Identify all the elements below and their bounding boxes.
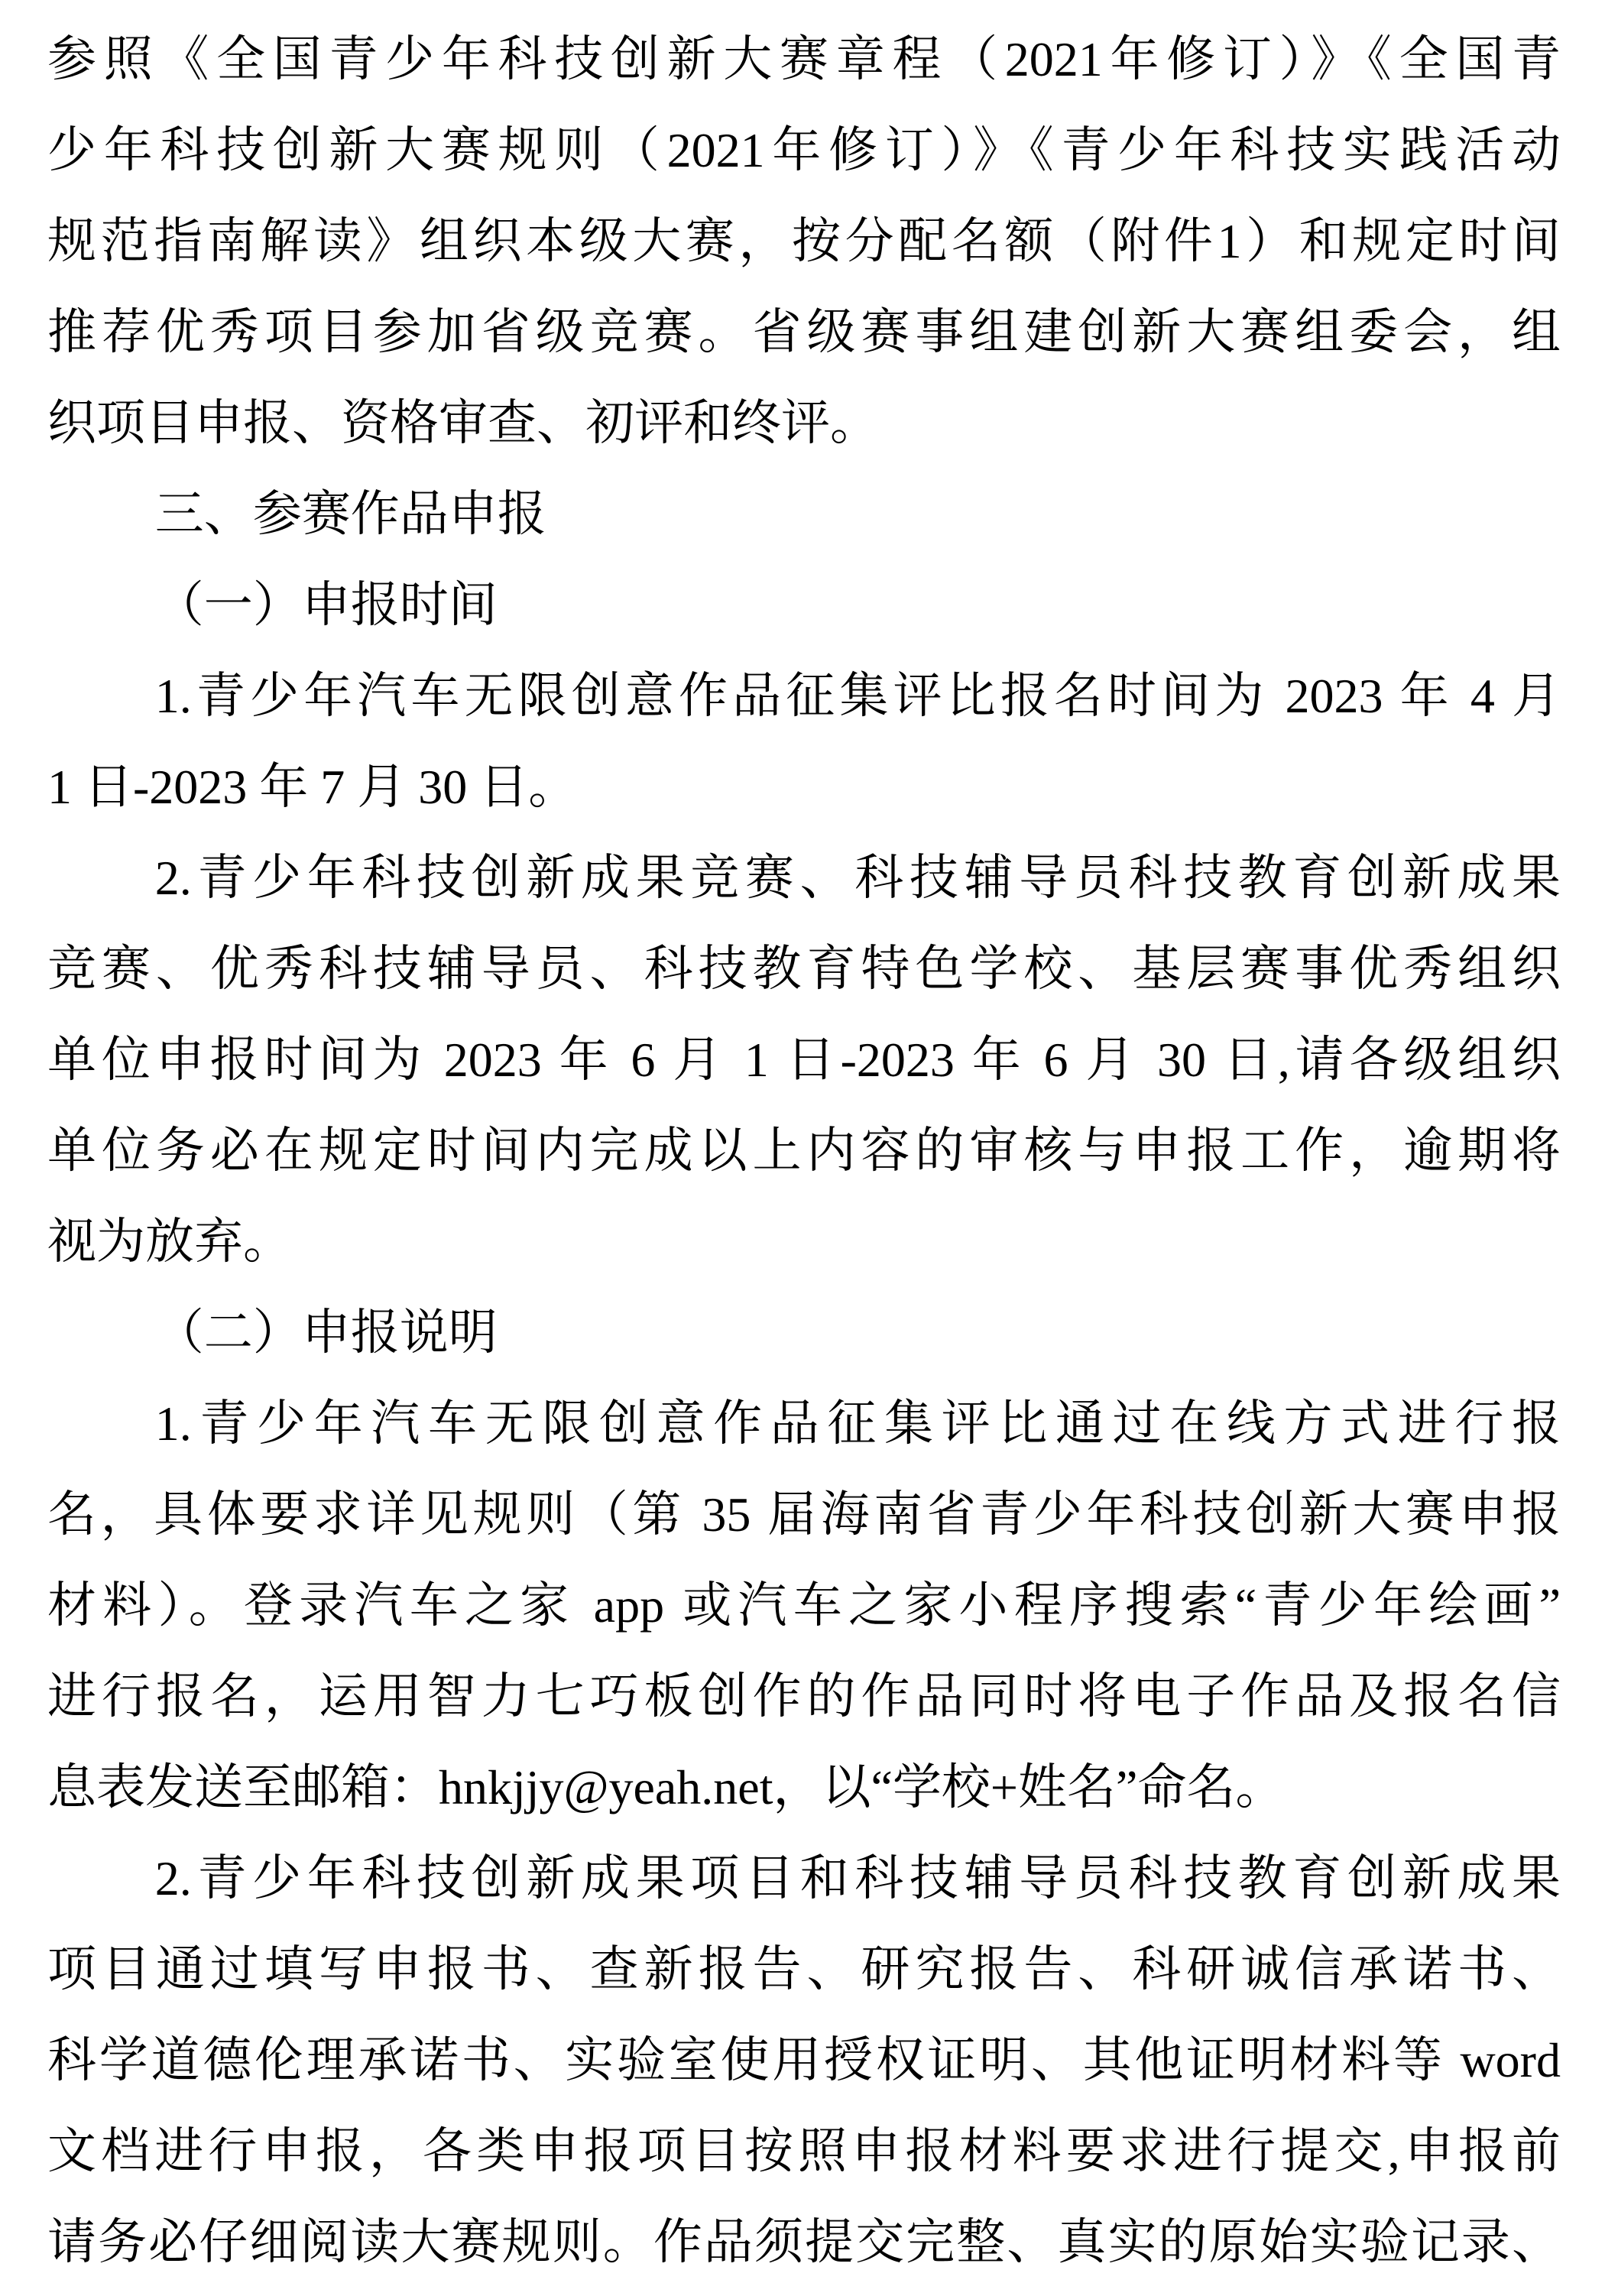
text-line: 名，具体要求详见规则（第 35 届海南省青少年科技创新大赛申报 bbox=[47, 1487, 1561, 1542]
text-line: 2.青少年科技创新成果竞赛、科技辅导员科技教育创新成果 bbox=[154, 851, 1561, 905]
subsection-heading: （一）申报时间 bbox=[154, 578, 498, 632]
text-line: 单位务必在规定时间内完成以上内容的审核与申报工作，逾期将 bbox=[47, 1124, 1561, 1178]
text-line: 推荐优秀项目参加省级竞赛。省级赛事组建创新大赛组委会，组 bbox=[47, 305, 1561, 359]
text-line: 少年科技创新大赛规则（2021年修订）》《青少年科技实践活动 bbox=[47, 123, 1561, 177]
text-line: 材料）。登录汽车之家 app 或汽车之家小程序搜索“青少年绘画” bbox=[47, 1578, 1561, 1633]
text-line: 文档进行申报，各类申报项目按照申报材料要求进行提交,申报前 bbox=[47, 2124, 1561, 2178]
text-line: 项目通过填写申报书、查新报告、研究报告、科研诚信承诺书、 bbox=[47, 1942, 1561, 1996]
text-line: 参照《全国青少年科技创新大赛章程（2021年修订）》《全国青 bbox=[47, 32, 1561, 86]
text-line-with-email: 息表发送至邮箱：hnkjjy@yeah.net，以“学校+姓名”命名。 bbox=[47, 1760, 1285, 1814]
text-line: 科学道德伦理承诺书、实验室使用授权证明、其他证明材料等 word bbox=[47, 2033, 1561, 2087]
text-line: 进行报名，运用智力七巧板创作的作品同时将电子作品及报名信 bbox=[47, 1669, 1561, 1724]
text-line: 织项目申报、资格审查、初评和终评。 bbox=[47, 396, 879, 450]
text-line: 1 日-2023 年 7 月 30 日。 bbox=[47, 760, 578, 814]
text-line: 单位申报时间为 2023 年 6 月 1 日-2023 年 6 月 30 日,请各级组织 bbox=[47, 1033, 1561, 1087]
text-line: 请务必仔细阅读大赛规则。作品须提交完整、真实的原始实验记录、 bbox=[47, 2215, 1561, 2269]
text-line: 视为放弃。 bbox=[47, 1214, 292, 1269]
text-line: 1.青少年汽车无限创意作品征集评比报名时间为 2023 年 4 月 bbox=[154, 669, 1561, 723]
text-line: 规范指南解读》组织本级大赛，按分配名额（附件1）和规定时间 bbox=[47, 214, 1561, 268]
text-line: 1.青少年汽车无限创意作品征集评比通过在线方式进行报 bbox=[154, 1396, 1561, 1451]
text-line: 2.青少年科技创新成果项目和科技辅导员科技教育创新成果 bbox=[154, 1851, 1561, 1905]
text-line: 竞赛、优秀科技辅导员、科技教育特色学校、基层赛事优秀组织 bbox=[47, 942, 1561, 996]
document-text-block bbox=[47, 14, 1561, 2288]
section-heading: 三、参赛作品申报 bbox=[154, 487, 546, 541]
subsection-heading: （二）申报说明 bbox=[154, 1305, 498, 1360]
